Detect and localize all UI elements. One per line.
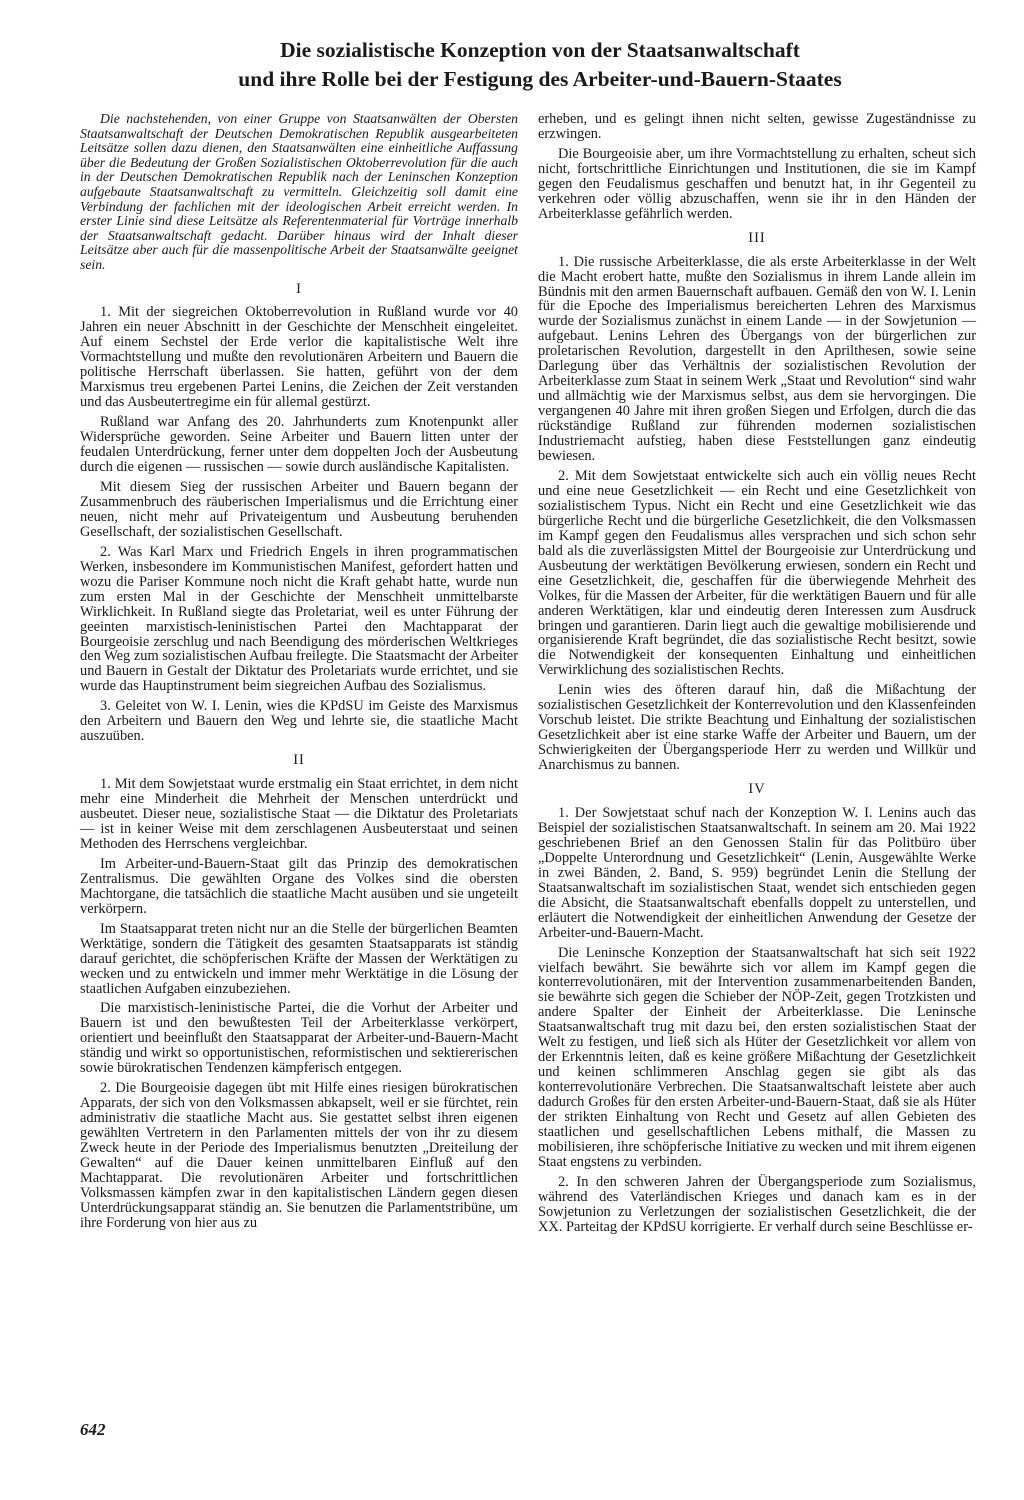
paragraph: Im Arbeiter-und-Bauern-Staat gilt das Prinzip des demokratischen Zentralismus. Die gewählten Organe des Volkes sind die obersten Machtorgane, die tatsächlich die staatliche Macht ausüben und sie ungeteilt verkörpern. [80, 855, 518, 917]
title-line-1: Die sozialistische Konzeption von der Staatsanwaltschaft [280, 38, 800, 62]
paragraph: 1. Mit der siegreichen Oktoberrevolution in Rußland wurde vor 40 Jahren ein neuer Abschnitt in der Geschichte der Menschheit eingeleitet. Auf einem Sechstel der Erde verlor die kapitalistische Welt ihre Vormachtstellung und mußte den revolutionären Arbeitern und Bauern die politische Herrschaft überlassen. Sie hatten, geführt von der dem Marxismus treu ergebenen Partei Lenins, die Zeichen der Zeit verstanden und das Ausbeutertregime ein für allemal gestürzt. [80, 304, 518, 411]
left-column [80, 112, 518, 1236]
paragraph: 2. In den schweren Jahren der Übergangsperiode zum Sozialismus, während des Vaterländischen Krieges und danach kam es in der Sowjetunion zu Verletzungen der sozialistischen Gesetzlichkeit, die der XX. Parteitag der KPdSU korrigierte. Er verhalf durch seine Beschlüsse er- [538, 1173, 976, 1235]
paragraph: 3. Geleitet von W. I. Lenin, wies die KPdSU im Geiste des Marxismus den Arbeitern und Bauern den Weg und lehrte sie, die staatliche Macht auszuüben. [80, 698, 518, 745]
page-number: 642 [80, 1420, 106, 1439]
section-heading-2: II [293, 752, 305, 769]
section-heading-4: IV [748, 781, 766, 798]
paragraph: Im Staatsapparat treten nicht nur an die Stelle der bürgerlichen Beamten Werktätige, sondern die Tätigkeit des gesamten Staatsapparats ist ständig darauf gerichtet, die schöpferischen Kräfte der Massen der Werktätigen zu wecken und zu entwickeln und immer mehr Werktätige in die Lösung der staatlichen Aufgaben einzubeziehen. [80, 920, 518, 997]
paragraph: Die marxistisch-leninistische Partei, die die Vorhut der Arbeiter und Bauern ist und den bewußtesten Teil der Arbeiterklasse verkörpert, orientiert und beeinflußt den Staatsapparat der Arbeiter-und-Bauern-Macht ständig und wirkt so opportunistischen, reformistischen und sektiererischen sowie bürokratischen Tendenzen kämpferisch entgegen. [80, 1000, 518, 1077]
paragraph: 2. Was Karl Marx und Friedrich Engels in ihren programmatischen Werken, insbesondere im Kommunistischen Manifest, gefordert hatten und wozu die Pariser Kommune noch nicht die Kraft gehabt hatte, wurde nun zum ersten Mal in der Geschichte der Menschheit unmittelbarste Wirklichkeit. In Rußland siegte das Proletariat, weil es unter Führung der geeinten marxistisch-leninistischen Partei den Machtapparat der Bourgeoisie zerschlug und nach Beendigung des mörderischen Weltkrieges den Weg zum sozialistischen Aufbau freilegte. Die Staatsmacht der Arbeiter und Bauern in Gestalt der Diktatur des Proletariats wurde errichtet, und sie wurde das Hauptinstrument beim siegreichen Aufbau des Sozialismus. [80, 543, 518, 695]
right-column [538, 112, 976, 1240]
paragraph: 1. Die russische Arbeiterklasse, die als erste Arbeiterklasse in der Welt die Macht erobert hatte, mußte den Sozialismus in ihrem Lande allein im Bündnis mit den armen Bauernschaft aufbauen. Gemäß den von W. I. Lenin für die Epoche des Imperialismus bereicherten Lehren des Marxismus wurde der Sozialismus zunächst in einem Lande — in der Sowjetunion — aufgebaut. Lenins Lehren des Übergangs von der bürgerlichen zur proletarischen Revolution, dargestellt in den Aprilthesen, sowie seine Darlegung über das Verhältnis der sozialistischen Revolution der Arbeiterklasse zum Staat in seinem Werk „Staat und Revolution“ sind wahr und allmächtig wie der Marxismus selbst, aus dem sie hervorgingen. Die vergangenen 40 Jahre mit ihren großen Siegen und Erfolgen, durch die das rückständige Rußland zur führenden modernen sozialistischen Industriemacht aufstieg, haben diese Feststellungen ganz eindeutig bewiesen. [538, 253, 976, 465]
paragraph: Die Leninsche Konzeption der Staatsanwaltschaft hat sich seit 1922 vielfach bewährt. Sie bewährte sich vor allem im Kampf gegen die konterrevolutionären, mit der Intervention zusammenarbeitenden Banden, sie bewährte sich gegen die Schieber der NÖP-Zeit, gegen Trotzkisten und andere Spalter der Einheit der Arbeiterklasse. Die Leninsche Staatsanwaltschaft trug mit dazu bei, den ersten sozialistischen Staat der Welt zu festigen, und ließ sich als Hüter der Gesetzlichkeit vor allem von der Erkenntnis leiten, daß es keine größere Mißachtung der Gesetzlichkeit und keinen schlimmeren Anschlag gegen sie gibt als das konterrevolutionäre Verbrechen. Die Staatsanwaltschaft leistete aber auch dadurch Großes für den ersten Arbeiter-und-Bauern-Staat, daß sie als Hüter der strikten Einhaltung von Recht und Gesetz auf allen Gebieten des staatlichen und gesellschaftlichen Lebens mithalf, die Massen zu mobilisieren, ihre schöpferische Initiative zu wecken und mit ihrem eigenen Staat engstens zu verbinden. [538, 944, 976, 1170]
section-heading-3: III [748, 229, 766, 246]
section-heading-1: I [296, 280, 302, 297]
paragraph: 1. Der Sowjetstaat schuf nach der Konzeption W. I. Lenins auch das Beispiel der sozialistischen Staatsanwaltschaft. In seinem am 20. Mai 1922 geschriebenen Brief an den Genossen Stalin für das Politbüro über „Doppelte Unterordnung und Gesetzlichkeit“ (Lenin, Ausgewählte Werke in zwei Bänden, 2. Band, S. 959) begründet Lenin die Stellung der Staatsanwaltschaft im sozialistischen Staat, wendet sich entschieden gegen die Absicht, die Staatsanwaltschaft ebenfalls doppelt zu unterstellen, und erläutert die Notwendigkeit der einheitlichen Anwendung der Gesetze der Arbeiter-und-Bauern-Macht. [538, 804, 976, 941]
editorial-intro: Die nachstehenden, von einer Gruppe von Staatsanwälten der Obersten Staatsanwaltschaft der Deutschen Demokratischen Republik ausgearbeiteten Leitsätze sollen dazu dienen, den Staatsanwälten eine einheitliche Auffassung über die Bedeutung der Großen Sozialistischen Oktoberrevolution für die auch in der Deutschen Demokratischen Republik nach der Leninschen Konzeption aufgebaute Staatsanwaltschaft zu vermitteln. Gleichzeitig soll damit eine Verbindung der fachlichen mit der ideologischen Arbeit erreicht werden. In erster Linie sind diese Leitsätze als Referentenmaterial für Vorträge innerhalb der Staatsanwaltschaft gedacht. Darüber hinaus wird der Inhalt dieser Leitsätze aber auch für die massenpolitische Arbeit der Staatsanwälte geeignet sein. [80, 111, 518, 272]
paragraph: Mit diesem Sieg der russischen Arbeiter und Bauern begann der Zusammenbruch des räuberischen Imperialismus und die Errichtung einer neuen, nicht mehr auf Privateigentum und Ausbeutung beruhenden Gesellschaft, der sozialistischen Gesellschaft. [80, 478, 518, 540]
paragraph-continuation: erheben, und es gelingt ihnen nicht selten, gewisse Zugeständnisse zu erzwingen. [538, 111, 976, 142]
paragraph: Lenin wies des öfteren darauf hin, daß die Mißachtung der sozialistischen Gesetzlichkeit der Konterrevolution und den Klassenfeinden Vorschub leistet. Die strikte Beachtung und Einhaltung der sozialistischen Gesetzlichkeit aber ist eine starke Waffe der Arbeiter und Bauern, um der Schwierigkeiten der Übergangsperiode Herr zu werden und Willkür und Anarchismus zu bannen. [538, 682, 976, 774]
paragraph: 2. Die Bourgeoisie dagegen übt mit Hilfe eines riesigen bürokratischen Apparats, der sich von den Volksmassen abkapselt, weil er sie fürchtet, rein administrativ die staatliche Macht aus. Sie gestattet selbst ihren eigenen gewählten Vertretern in den Parlamenten mittels der von ihr zu diesem Zweck heute in der Periode des Imperialismus benutzten „Dreiteilung der Gewalten“ auf die Dauer keinen unmittelbaren Einfluß auf den Machtapparat. Die revolutionären Arbeiter und fortschrittlichen Volksmassen kämpfen zwar in den kapitalistischen Ländern gegen diesen Unterdrückungsapparat ständig an. Sie benutzen die Parlamentstribüne, um ihre Forderung von hier aus zu [80, 1080, 518, 1231]
paragraph: Die Bourgeoisie aber, um ihre Vormachtstellung zu erhalten, scheut sich nicht, fortschrittliche Einrichtungen und Institutionen, die sie im Kampf gegen den Feudalismus geschaffen und benutzt hat, in ihr Gegenteil zu verkehren oder völlig abzuschaffen, wenn sie ihr in den Händen der Arbeiterklasse gefährlich werden. [538, 145, 976, 222]
paragraph: 1. Mit dem Sowjetstaat wurde erstmalig ein Staat errichtet, in dem nicht mehr eine Minderheit die Mehrheit der Menschen unterdrückt und ausbeutet. Dieser neue, sozialistische Staat — die Diktatur des Proletariats — ist in keiner Weise mit dem zerschlagenen Ausbeuterstaat und seinen Methoden des Herrschens vergleichbar. [80, 776, 518, 852]
paragraph: Rußland war Anfang des 20. Jahrhunderts zum Knotenpunkt aller Widersprüche geworden. Seine Arbeiter und Bauern litten unter der feudalen Unterdrückung, ferner unter dem doppelten Joch der Ausbeutung durch die eigenen — russischen — sowie durch ausländische Kapitalisten. [80, 414, 518, 476]
paragraph: 2. Mit dem Sowjetstaat entwickelte sich auch ein völlig neues Recht und eine neue Gesetzlichkeit — ein Recht und eine Gesetzlichkeit von sozialistischem Typus. Nicht ein Recht und eine Gesetzlichkeit wie das bürgerliche Recht und die bürgerliche Gesetzlichkeit, die den Volksmassen im Kampf gegen den Feudalismus alles versprachen und sich schon sehr bald als die zuverlässigsten Mittel der Bourgeoisie zur Unterdrückung und Ausbeutung der werktätigen Bevölkerung erwiesen, sondern ein Recht und eine Gesetzlichkeit, die, geschaffen für die überwiegende Mehrheit des Volkes, für die Massen der Arbeiter, für die werktätigen Bauern und für alle anderen Werktätigen, klar und eindeutig deren Interessen zum Ausdruck bringen und garantieren. Darin liegt auch die gewaltige mobilisierende und organisierende Kraft begründet, die das sozialistische Recht besitzt, sowie die Notwendigkeit der konsequenten Einhaltung und einheitlichen Verwirklichung des sozialistischen Rechts. [538, 467, 976, 679]
title-line-2: und ihre Rolle bei der Festigung des Arbeiter-und-Bauern-Staates [238, 67, 842, 91]
article-title [140, 36, 940, 94]
